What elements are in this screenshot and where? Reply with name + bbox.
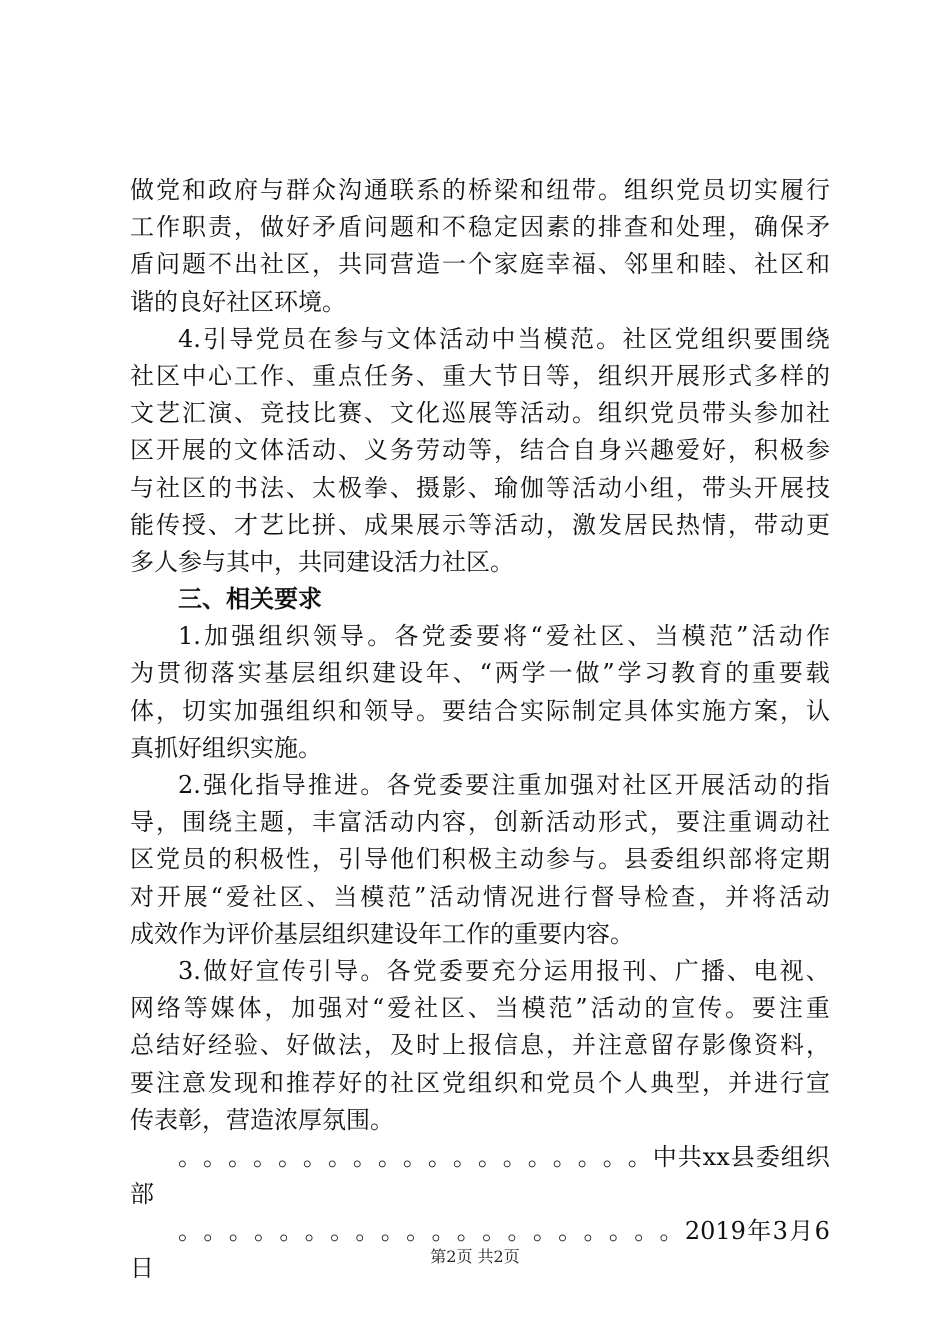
text-line: 对 开 展 “ 爱 社 区 、 当 模 范 ” 活 动 情 况 进 行 督 导 检 查 ， 并 将 活 动 xyxy=(130,882,830,911)
section-heading: 三、相关要求 xyxy=(178,585,322,614)
text-line: 要 注 意 发 现 和 推 荐 好 的 社 区 党 组 织 和 党 员 个 人 典 型 ， 并 进 行 宣 xyxy=(130,1068,830,1097)
text-line: 网 络 等 媒 体 ， 加 强 对 “ 爱 社 区 、 当 模 范 ” 活 动 的 宣 传 。 要 注 重 xyxy=(130,994,830,1023)
text-line: 做 党 和 政 府 与 群 众 沟 通 联 系 的 桥 梁 和 纽 带 。 组 织 党 员 切 实 履 行 xyxy=(130,176,830,204)
text-line: 总 结 好 经 验 、 好 做 法 ， 及 时 上 报 信 息 ， 并 注 意 留 存 影 像 资 料 ， xyxy=(130,1031,830,1060)
text-line: 成效作为评价基层组织建设年工作的重要内容。 xyxy=(130,919,634,948)
text-line: 盾 问 题 不 出 社 区 ， 共 同 营 造 一 个 家 庭 幸 福 、 邻 里 和 睦 、 社 区 和 xyxy=(130,250,830,279)
text-line: 3. 做 好 宣 传 引 导 。 各 党 委 要 充 分 运 用 报 刊 、 广 播 、 电 视 、 xyxy=(178,956,830,985)
text-line: 社 区 中 心 工 作 、 重 点 任 务 、 重 大 节 日 等 ， 组 织 开 展 形 式 多 样 的 xyxy=(130,361,830,390)
text-line: 文 艺 汇 演 、 竞 技 比 赛 、 文 化 巡 展 等 活 动 。 组 织 党 员 带 头 参 加 社 xyxy=(130,399,830,428)
page-footer: 第2页 共2页 xyxy=(430,1247,520,1266)
text-line: 体 ， 切 实 加 强 组 织 和 领 导 。 要 结 合 实 际 制 定 具 体 实 施 方 案 ， 认 xyxy=(130,696,830,725)
text-line: 传表彰，营造浓厚氛围。 xyxy=(130,1105,394,1134)
document-body xyxy=(130,172,830,1288)
text-line: 工 作 职 责 ， 做 好 矛 盾 问 题 和 不 稳 定 因 素 的 排 查 和 处 理 ， 确 保 矛 xyxy=(130,213,830,242)
text-line: 2. 强 化 指 导 推 进 。 各 党 委 要 注 重 加 强 对 社 区 开 展 活 动 的 指 xyxy=(178,771,830,799)
text-line: 。 。 。 。 。 。 。 。 。 。 。 。 。 。 。 。 。 。 。 中 共 xx 县 委 组 织 xyxy=(178,1142,830,1171)
text-line: 为 贯 彻 落 实 基 层 组 织 建 设 年 、 “ 两 学 一 做 ” 学 习 教 育 的 重 要 载 xyxy=(130,659,830,688)
text-line: 日 xyxy=(130,1254,154,1283)
text-line: 导 ， 围 绕 主 题 ， 丰 富 活 动 内 容 ， 创 新 活 动 形 式 ， 要 注 重 调 动 社 xyxy=(130,808,830,837)
text-line: 真抓好组织实施。 xyxy=(130,733,322,762)
text-line: 区 开 展 的 文 体 活 动 、 义 务 劳 动 等 ， 结 合 自 身 兴 趣 爱 好 ， 积 极 参 xyxy=(130,436,830,465)
text-line: 4. 引 导 党 员 在 参 与 文 体 活 动 中 当 模 范 。 社 区 党 组 织 要 围 绕 xyxy=(178,324,830,353)
text-line: 能 传 授 、 才 艺 比 拼 、 成 果 展 示 等 活 动 ， 激 发 居 民 热 情 ， 带 动 更 xyxy=(130,510,830,539)
text-line: 谐的良好社区环境。 xyxy=(130,287,346,316)
text-line: 部 xyxy=(130,1180,154,1209)
text-line: 与 社 区 的 书 法 、 太 极 拳 、 摄 影 、 瑜 伽 等 活 动 小 组 ， 带 头 开 展 技 xyxy=(130,473,830,502)
text-line: 区 党 员 的 积 极 性 ， 引 导 他 们 积 极 主 动 参 与 。 县 委 组 织 部 将 定 期 xyxy=(130,845,830,874)
text-line: 1. 加 强 组 织 领 导 。 各 党 委 要 将 “ 爱 社 区 、 当 模 范 ” 活 动 作 xyxy=(178,622,830,651)
text-line: 多人参与其中，共同建设活力社区。 xyxy=(130,547,514,576)
text-line: 。 。 。 。 。 。 。 。 。 。 。 。 。 。 。 。 。 。 。 。 2019 年 3 月 6 xyxy=(178,1217,830,1246)
